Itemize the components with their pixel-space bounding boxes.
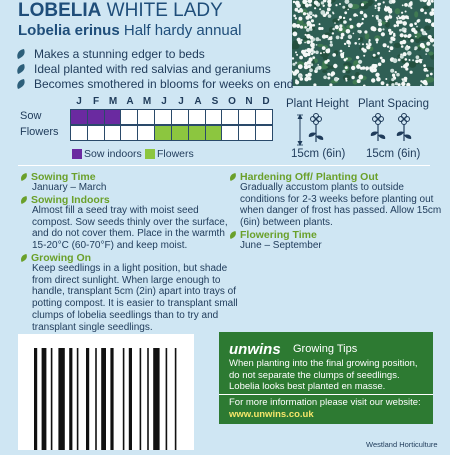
text-line: handle, transplant 5cm (2in) apart into trays of (32, 286, 236, 298)
sow-row-label: Sow (20, 110, 42, 122)
sowing-time-text: January – March (32, 182, 107, 193)
leaf-bullet-icon (20, 172, 28, 182)
plant-spacing-icon (366, 113, 416, 143)
calendar-cell (239, 126, 256, 140)
leaf-bullet-icon (20, 253, 28, 263)
leaf-bullet-icon (20, 195, 28, 205)
flowers-row-label: Flowers (20, 126, 59, 138)
text-line: Almost fill a seed tray with moist seed (32, 205, 199, 216)
month-label: F (92, 96, 100, 107)
text-line: from direct sunlight. When large enough to (32, 274, 221, 286)
calendar-cell (71, 126, 88, 140)
text-line: do not separate the clumps of seedlings. (229, 369, 400, 381)
growing-tips-text (229, 358, 429, 393)
calendar-cell (155, 126, 172, 140)
legend-flowers-swatch (145, 149, 155, 159)
growing-on-heading: Growing On (20, 252, 91, 264)
calendar-cell (138, 110, 155, 124)
plant-height-icon (296, 113, 332, 147)
month-label: D (262, 96, 270, 107)
calendar-cell (206, 110, 223, 124)
leaf-bullet-icon (229, 172, 237, 182)
growing-tips-title: Growing Tips (293, 343, 358, 355)
tips-divider (219, 394, 433, 395)
calendar-cell (121, 126, 138, 140)
text-line: transplant single seedlings. (32, 321, 153, 333)
month-label: J (178, 96, 184, 107)
sowing-time-heading: Sowing Time (20, 171, 96, 183)
sowing-indoors-text (32, 205, 228, 252)
month-label: S (211, 96, 219, 107)
month-label: A (194, 96, 202, 107)
calendar-cell (172, 110, 189, 124)
barcode-image (18, 334, 194, 450)
leaf-bullet-icon (16, 78, 26, 90)
feature-list (16, 46, 293, 91)
calendar-cell (88, 126, 105, 140)
text-line: potting compost. It is easier to transplant small (32, 298, 238, 310)
calendar-cell (256, 110, 272, 124)
product-title (18, 0, 223, 22)
calendar-cell (121, 110, 138, 124)
leaf-bullet-icon (229, 230, 237, 240)
month-label: J (76, 96, 82, 107)
feature-text: Becomes smothered in blooms for weeks on end (34, 76, 294, 91)
feature-item (16, 76, 293, 91)
barcode (18, 334, 194, 450)
calendar-cell (172, 126, 189, 140)
calendar-cell (222, 110, 239, 124)
feature-text: Makes a stunning edger to beds (34, 46, 205, 61)
latin-name: Lobelia erinus (18, 22, 120, 39)
text-line: and do not cover them. Place in the warmth (32, 228, 225, 240)
product-subtitle (18, 22, 241, 39)
text-line: conditions for 2-3 weeks before planting out (240, 193, 434, 205)
month-label: O (228, 96, 236, 107)
text-line: Lobelia looks best planted en masse. (229, 381, 386, 392)
calendar-cell (222, 126, 239, 140)
month-label: M (142, 96, 152, 107)
calendar-cell (206, 126, 223, 140)
text-line: Gradually accustom plants to outside (240, 182, 404, 193)
text-line: compost. Sow seeds thinly over the surface, (32, 216, 228, 228)
product-name: LOBELIA (18, 0, 102, 21)
calendar-cell (71, 110, 88, 124)
calendar-cell (138, 126, 155, 140)
website-info-text: For more information please visit our website: (229, 397, 421, 408)
legend-sow-label: Sow indoors (84, 148, 142, 160)
text-line: 15-20°C (60-70°F) and keep moist. (32, 240, 188, 252)
growing-tips-box (219, 332, 433, 424)
feature-text: Ideal planted with red salvias and geraniums (34, 61, 271, 76)
calendar-cell (155, 110, 172, 124)
calendar-cell (256, 126, 272, 140)
flowering-time-heading: Flowering Time (229, 229, 317, 241)
growing-on-text (32, 263, 238, 333)
westland-credit: Westland Horticulture (366, 440, 438, 449)
hardening-off-heading: Hardening Off/ Planting Out (229, 171, 378, 183)
month-label: M (108, 96, 118, 107)
calendar-cell (105, 110, 122, 124)
text-line: Keep seedlings in a light position, but shade (32, 263, 228, 274)
plant-height-label: Plant Height (286, 98, 349, 110)
calendar-cell (88, 110, 105, 124)
plant-height-value: 15cm (6in) (291, 148, 346, 160)
calendar-cell (239, 110, 256, 124)
text-line: clumps of lobelia seedlings than to try and (32, 309, 219, 321)
month-label: A (126, 96, 134, 107)
calendar-cell (189, 126, 206, 140)
month-label: N (245, 96, 253, 107)
text-line: when danger of frost has passed. Allow 15cm (240, 205, 442, 217)
flowers-row (70, 125, 273, 141)
section-divider (18, 165, 430, 166)
variety-name: WHITE LADY (101, 0, 223, 21)
plant-spacing-value: 15cm (6in) (366, 148, 421, 160)
plant-spacing-label: Plant Spacing (358, 98, 429, 110)
calendar-cell (105, 126, 122, 140)
website-link[interactable]: www.unwins.co.uk (229, 409, 314, 420)
sow-row (70, 109, 273, 125)
legend-sow-swatch (72, 149, 82, 159)
plant-type: Half hardy annual (119, 22, 242, 39)
month-label: J (161, 96, 167, 107)
feature-item (16, 61, 293, 76)
hardening-off-text (240, 182, 441, 229)
text-line: When planting into the final growing position, (229, 358, 418, 369)
feature-item (16, 46, 293, 61)
leaf-bullet-icon (16, 63, 26, 75)
flower-photo-image (292, 0, 434, 86)
calendar-cell (189, 110, 206, 124)
text-line: (6in) between plants. (240, 217, 333, 229)
flower-photo (292, 0, 434, 86)
flowering-time-text: June – September (240, 240, 322, 251)
legend-flowers-label: Flowers (157, 148, 194, 160)
leaf-bullet-icon (16, 48, 26, 60)
unwins-logo: unwins (229, 341, 281, 358)
sowing-indoors-heading: Sowing Indoors (20, 194, 110, 206)
